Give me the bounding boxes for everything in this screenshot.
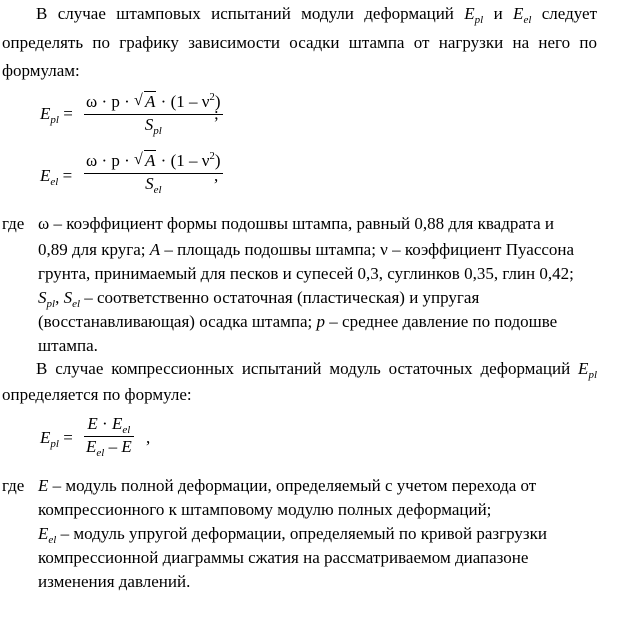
para1-line1: В случае штамповых испытаний модули деформаций $E_{pl}$ и $E_{el}$ следует bbox=[36, 4, 597, 26]
sqrt-symbol: √ A bbox=[134, 92, 156, 112]
para1-line3: формулам: bbox=[2, 61, 80, 80]
where2-lead: где bbox=[2, 476, 25, 495]
formula2-lhs: $E_{el}$ = bbox=[40, 166, 73, 188]
para2-line1: В случае компрессионных испытаний модуль остаточных деформаций $E_{pl}$ bbox=[36, 359, 597, 381]
where1-line1: ω – коэффициент формы подошвы штампа, равный 0,88 для квадрата и bbox=[38, 214, 554, 233]
formula3-fraction bbox=[84, 414, 134, 459]
formula2-tail: , bbox=[214, 166, 219, 185]
where1-line6: штампа. bbox=[38, 336, 98, 355]
formula3-numerator: $E \cdot E_{el}$ bbox=[87, 414, 131, 436]
formula1-numerator: ω · p · √ $A \cdot (1 - \nu^2)$ bbox=[84, 92, 223, 114]
where2-line2: компрессионного к штамповому модулю полных деформаций; bbox=[38, 500, 492, 519]
where1-line4: $S_{pl}$, $S_{el}$ – соответственно остаточная (пластическая) и упругая bbox=[38, 288, 480, 310]
formula1-lhs: $E_{pl}$ = bbox=[40, 104, 73, 126]
formula3-denominator: $E_{el}$ – E bbox=[86, 437, 132, 459]
where2-line1: E – модуль полной деформации, определяемый с учетом перехода от bbox=[38, 476, 537, 495]
where1-lead: где bbox=[2, 214, 25, 233]
formula1-fraction bbox=[84, 92, 223, 137]
formula2-denominator: $S_{el}$ bbox=[145, 174, 162, 196]
formula2-numerator: ω · p · √ $A \cdot (1 - \nu^2)$ bbox=[84, 151, 223, 173]
para1-line2: определять по графику зависимости осадки штампа от нагрузки на него по bbox=[2, 33, 597, 52]
formula1-denominator: $S_{pl}$ bbox=[144, 115, 162, 137]
where1-line2: 0,89 для круга; A – площадь подошвы штампа; ν – коэффициент Пуассона bbox=[38, 240, 575, 259]
where1-line5: (восстанавливающая) осадка штампа; p – среднее давление по подошве bbox=[38, 312, 558, 331]
formula2-fraction bbox=[84, 151, 223, 196]
sqrt-symbol: √ A bbox=[134, 151, 156, 171]
formula3-tail: , bbox=[146, 428, 151, 447]
formula1-tail: ; bbox=[214, 104, 219, 123]
where2-line4: компрессионной диаграммы сжатия на рассматриваемом диапазоне bbox=[38, 548, 529, 567]
where1-line3: грунта, принимаемый для песков и супесей 0,3, суглинков 0,35, глин 0,42; bbox=[38, 264, 574, 283]
where2-line3: $E_{el}$ – модуль упругой деформации, определяемый по кривой разгрузки bbox=[38, 524, 547, 546]
where2-line5: изменения давлений. bbox=[38, 572, 191, 591]
formula3-lhs: $E_{pl}$ = bbox=[40, 428, 73, 450]
para2-line2: определяется по формуле: bbox=[2, 385, 192, 404]
